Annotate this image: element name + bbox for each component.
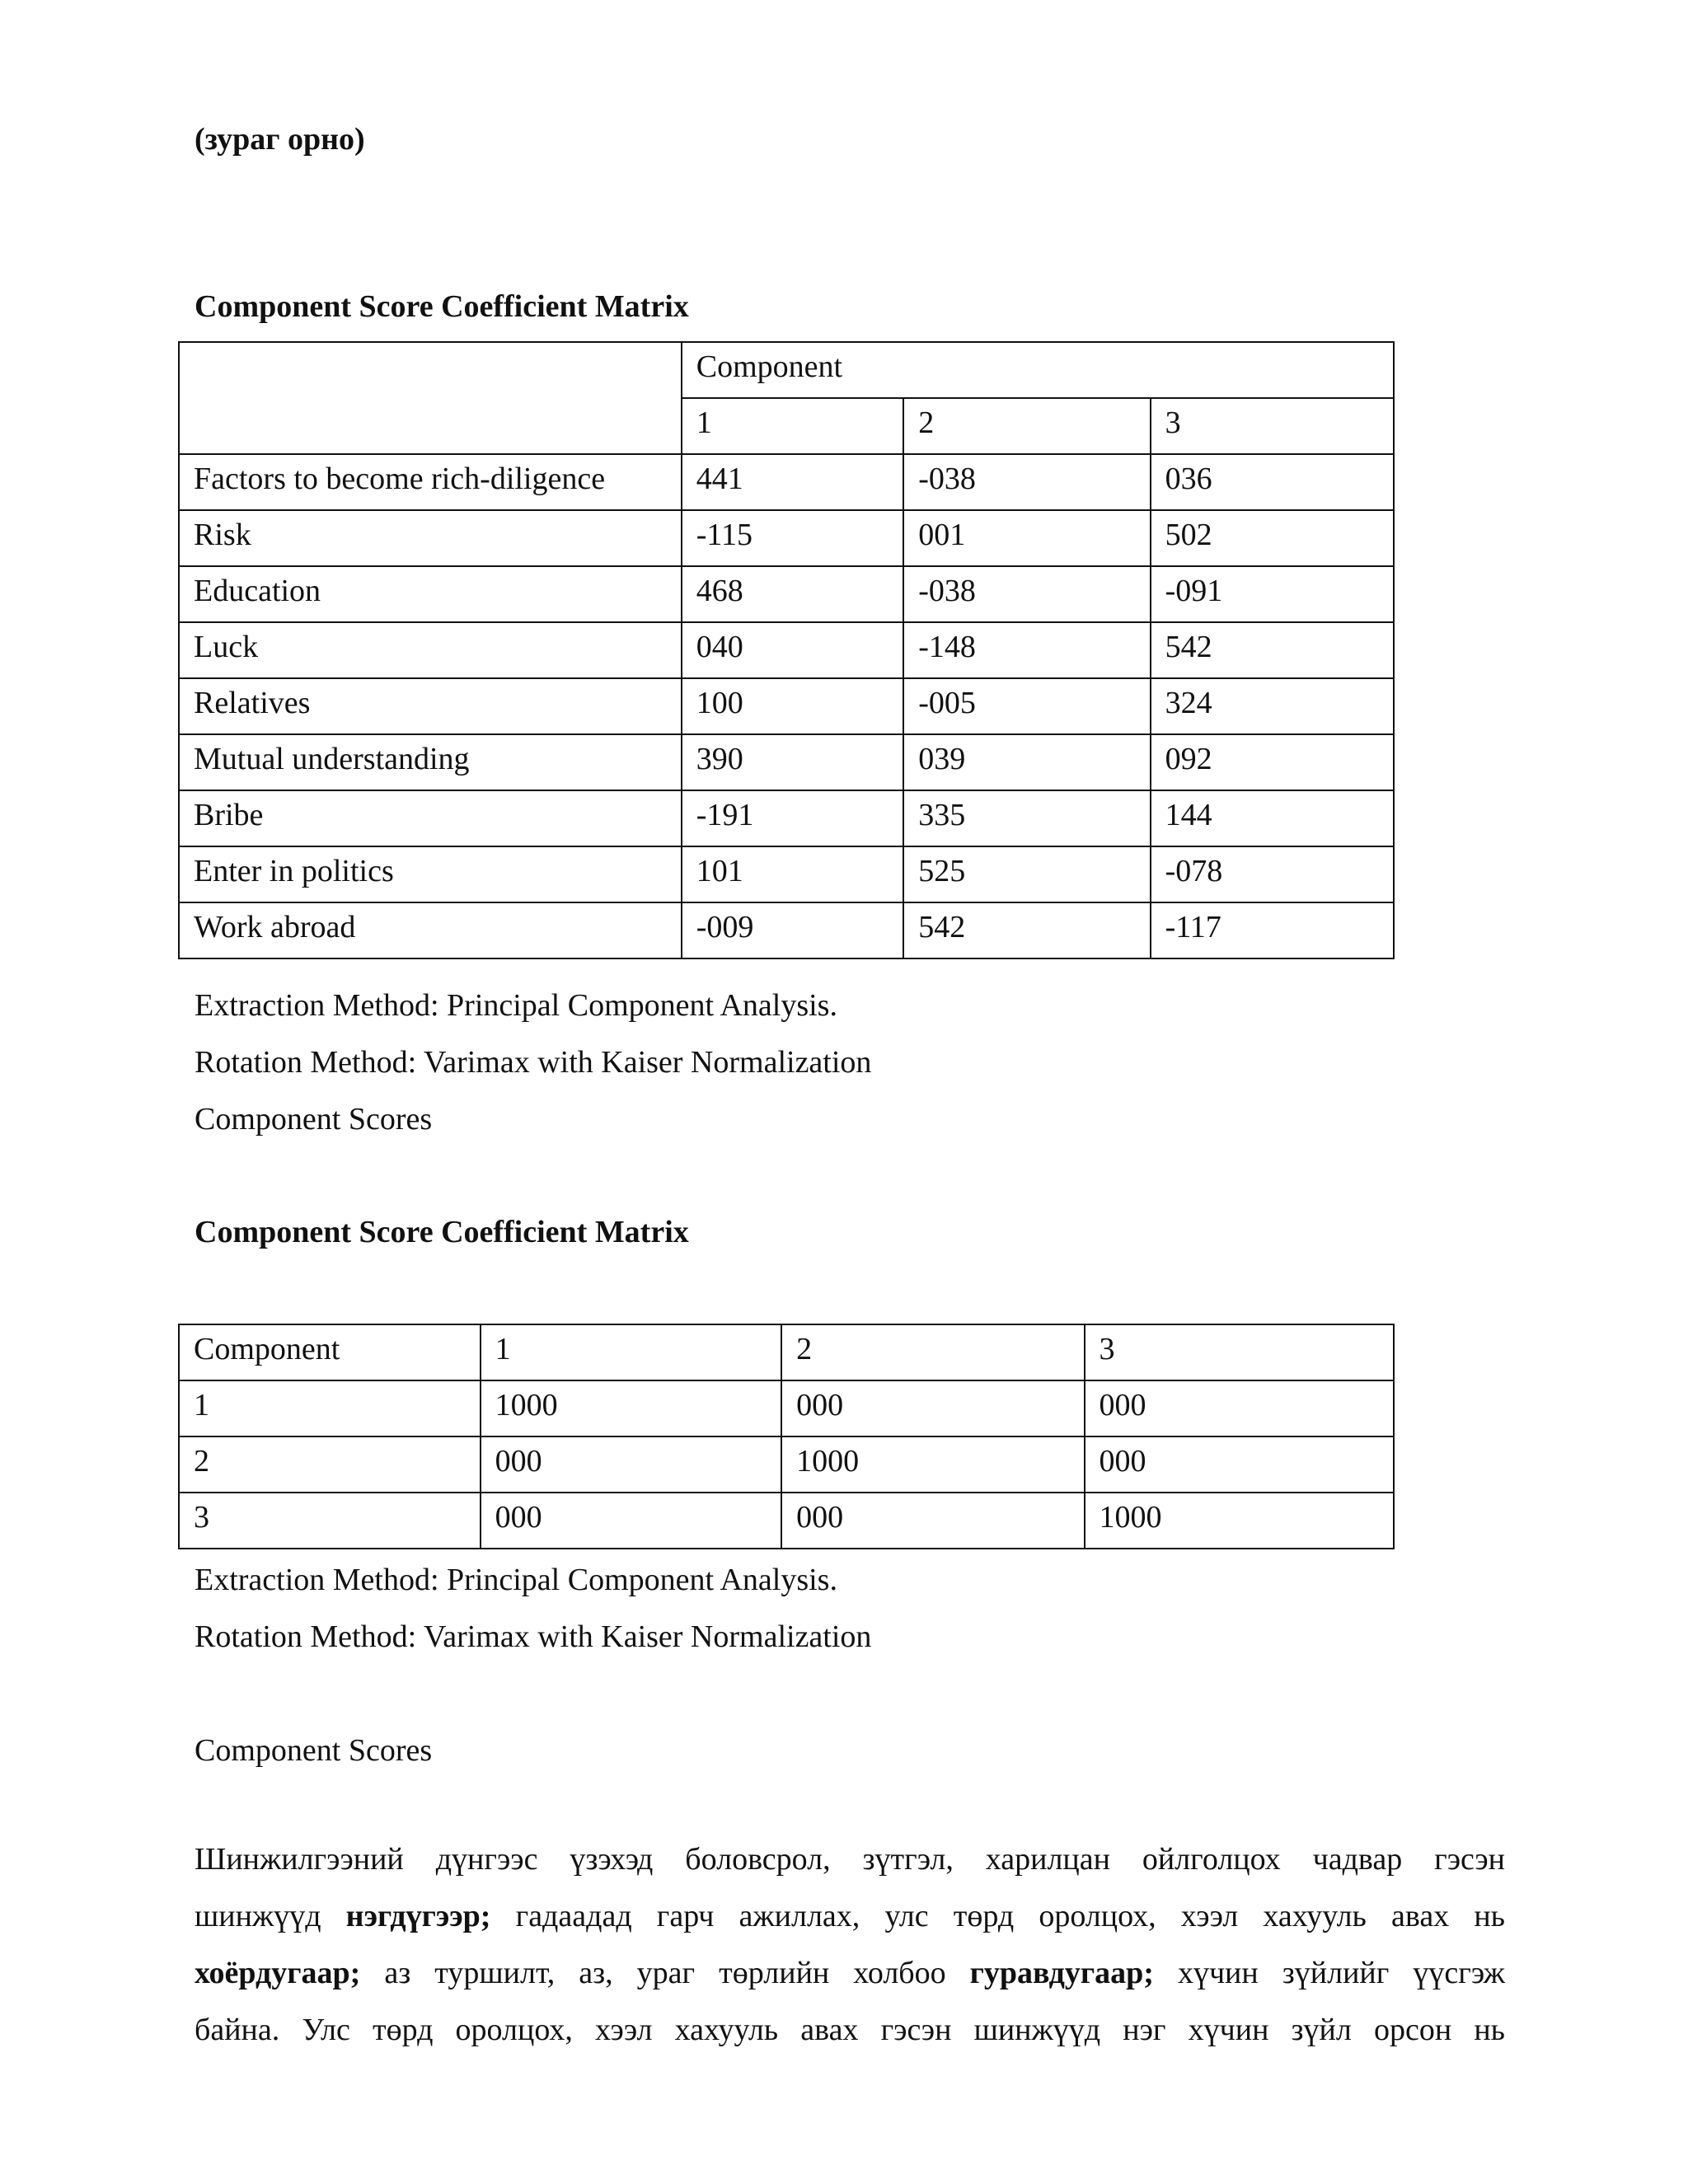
cell: -091 <box>1151 566 1394 622</box>
table2-note-scores: Component Scores <box>195 1733 433 1768</box>
text-span: гадаадад гарч ажиллах, улс төрд оролцох, хээл хахууль авах нь <box>490 1899 1505 1933</box>
table2-header-cell: Component <box>179 1324 481 1380</box>
paragraph-line: байна. Улс төрд оролцох, хээл хахууль авах гэсэн шинжүүд нэг хүчин зүйл орсон нь <box>195 2013 1505 2047</box>
cell: -038 <box>903 454 1150 510</box>
cell: 542 <box>1151 622 1394 678</box>
cell: 101 <box>682 846 903 902</box>
table2-header-cell: 1 <box>481 1324 781 1380</box>
cell: 040 <box>682 622 903 678</box>
paragraph-line: Шинжилгээний дүнгээс үзэхэд боловсрол, зүтгэл, харилцан ойлголцох чадвар гэсэн <box>195 1842 1505 1877</box>
text-span: аз туршилт, аз, ураг төрлийн холбоо <box>360 1956 970 1990</box>
row-label: Mutual understanding <box>179 734 682 790</box>
row-label: Relatives <box>179 678 682 734</box>
cell: 001 <box>903 510 1150 566</box>
cell: 468 <box>682 566 903 622</box>
row-label: Enter in politics <box>179 846 682 902</box>
row-label: Factors to become rich-diligence <box>179 454 682 510</box>
cell: 1000 <box>481 1380 781 1436</box>
emphasis-first: нэгдүгээр; <box>345 1899 491 1933</box>
table-row <box>179 566 1394 622</box>
paragraph-line <box>195 1888 1505 1945</box>
table1-component-score-matrix <box>178 341 1395 959</box>
table-row <box>179 1493 1394 1549</box>
emphasis-third: гуравдугаар; <box>969 1956 1154 1990</box>
cell: -148 <box>903 622 1150 678</box>
cell: 1000 <box>781 1436 1084 1493</box>
table-row <box>179 622 1394 678</box>
cell: -038 <box>903 566 1150 622</box>
figure-placeholder-note: (зураг орно) <box>195 122 365 157</box>
cell: 1000 <box>1085 1493 1394 1549</box>
table2-note-extraction: Extraction Method: Principal Component Analysis. <box>195 1563 837 1597</box>
table1-note-rotation: Rotation Method: Varimax with Kaiser Normalization <box>195 1045 872 1080</box>
cell: 036 <box>1151 454 1394 510</box>
table1-title: Component Score Coefficient Matrix <box>195 289 689 324</box>
cell: 100 <box>682 678 903 734</box>
cell: 092 <box>1151 734 1394 790</box>
table-row <box>179 846 1394 902</box>
table-header-row <box>179 1324 1394 1380</box>
table-row <box>179 1380 1394 1436</box>
table1-col-header: 1 <box>682 398 903 454</box>
table-row <box>179 734 1394 790</box>
cell: 542 <box>903 902 1150 958</box>
cell: 1 <box>179 1380 481 1436</box>
cell: -191 <box>682 790 903 846</box>
cell: 000 <box>1085 1380 1394 1436</box>
cell: 000 <box>481 1493 781 1549</box>
table1-col-header: 3 <box>1151 398 1394 454</box>
row-label: Bribe <box>179 790 682 846</box>
cell: 502 <box>1151 510 1394 566</box>
cell: 324 <box>1151 678 1394 734</box>
cell: 000 <box>1085 1436 1394 1493</box>
table1-note-extraction: Extraction Method: Principal Component Analysis. <box>195 988 837 1023</box>
table1-col-header: 2 <box>903 398 1150 454</box>
table-row <box>179 790 1394 846</box>
paragraph-line <box>195 1945 1505 2002</box>
table1-empty-corner <box>179 342 682 454</box>
cell: 441 <box>682 454 903 510</box>
row-label: Education <box>179 566 682 622</box>
emphasis-second: хоёрдугаар; <box>195 1956 361 1990</box>
table-row <box>179 678 1394 734</box>
table2-note-rotation: Rotation Method: Varimax with Kaiser Normalization <box>195 1619 872 1654</box>
cell: 2 <box>179 1436 481 1493</box>
cell: 000 <box>481 1436 781 1493</box>
table-row <box>179 902 1394 958</box>
table2-title: Component Score Coefficient Matrix <box>195 1215 689 1249</box>
text-span: шинжүүд <box>195 1899 346 1933</box>
table1-header-component: Component <box>682 342 1394 398</box>
table-row <box>179 1436 1394 1493</box>
row-label: Luck <box>179 622 682 678</box>
cell: -009 <box>682 902 903 958</box>
row-label: Risk <box>179 510 682 566</box>
cell: 335 <box>903 790 1150 846</box>
cell: 000 <box>781 1380 1084 1436</box>
table-row <box>179 510 1394 566</box>
cell: -115 <box>682 510 903 566</box>
row-label: Work abroad <box>179 902 682 958</box>
table2-header-cell: 3 <box>1085 1324 1394 1380</box>
cell: -005 <box>903 678 1150 734</box>
cell: -078 <box>1151 846 1394 902</box>
table-row <box>179 454 1394 510</box>
cell: -117 <box>1151 902 1394 958</box>
cell: 144 <box>1151 790 1394 846</box>
cell: 3 <box>179 1493 481 1549</box>
text-span: хүчин зүйлийг үүсгэж <box>1153 1956 1505 1990</box>
cell: 000 <box>781 1493 1084 1549</box>
table1-note-scores: Component Scores <box>195 1102 433 1137</box>
cell: 039 <box>903 734 1150 790</box>
body-paragraph <box>195 1831 1505 2059</box>
table2-header-cell: 2 <box>781 1324 1084 1380</box>
cell: 525 <box>903 846 1150 902</box>
cell: 390 <box>682 734 903 790</box>
table2-component-transformation-matrix <box>178 1324 1395 1549</box>
